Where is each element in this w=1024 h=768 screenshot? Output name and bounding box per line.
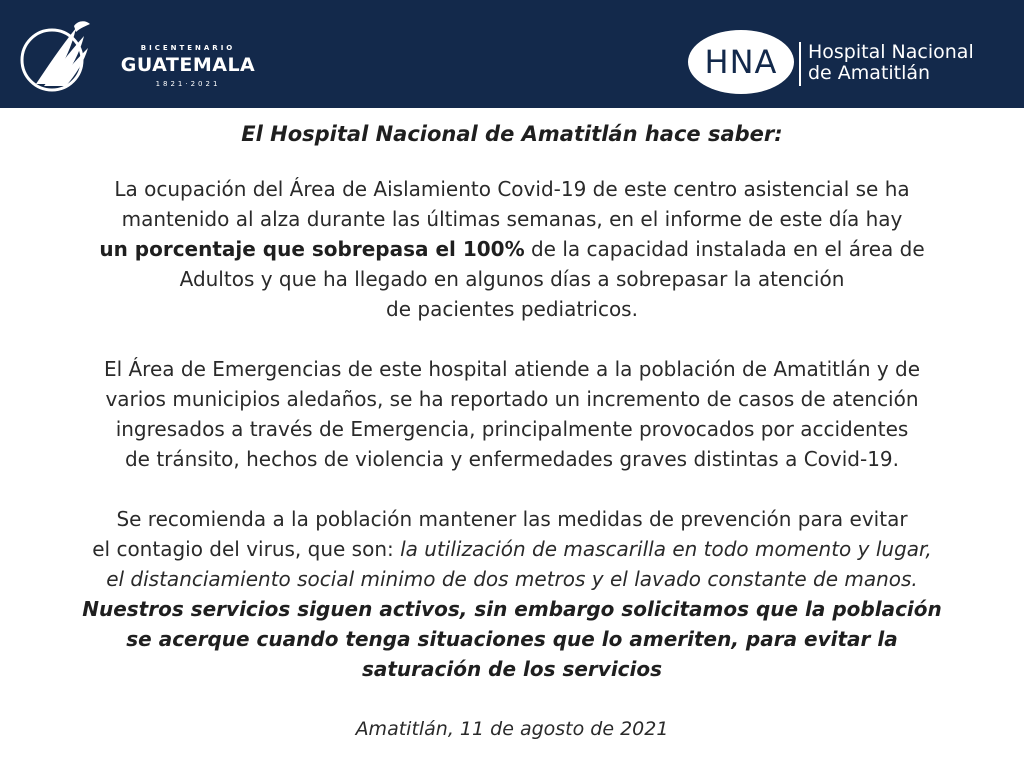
notice-date: Amatitlán, 11 de agosto de 2021 [355, 718, 669, 740]
text-line: de tránsito, hechos de violencia y enfermedades graves distintas a Covid-19. [124, 447, 900, 471]
paragraph-recommendations [0, 504, 1024, 684]
bicentenario-guatemala-logo [14, 18, 254, 94]
italic-text: la utilización de mascarilla en todo momento y lugar, [400, 537, 932, 561]
text-line: Adultos y que ha llegado en algunos días a sobrepasar la atención [179, 267, 845, 291]
bicentenario-label: BICENTENARIO [140, 44, 236, 52]
hna-logo-letters: HNA [704, 43, 778, 81]
years-label: 1821·2021 [155, 80, 221, 88]
text-line: ingresados a través de Emergencia, principalmente provocados por accidentes [115, 417, 909, 441]
text-line: mantenido al alza durante las últimas semanas, en el informe de este día hay [121, 207, 903, 231]
text-line: La ocupación del Área de Aislamiento Covid-19 de este centro asistencial se ha [114, 177, 910, 201]
text-line: de pacientes pediatricos. [386, 297, 638, 321]
header-banner [0, 0, 1024, 108]
logo-divider [799, 42, 801, 86]
text-line: se acerque cuando tenga situaciones que lo ameriten, para evitar la [126, 627, 898, 651]
emphasis-text: un porcentaje que sobrepasa el 100% [99, 237, 525, 261]
paragraph-occupancy [0, 174, 1024, 324]
hospital-name-line2: de Amatitlán [808, 62, 931, 84]
text-line: el distanciamiento social minimo de dos metros y el lavado constante de manos. [106, 567, 918, 591]
quetzal-icon [14, 18, 104, 94]
text-line: varios municipios aledaños, se ha reportado un incremento de casos de atención [105, 387, 919, 411]
text-line [0, 234, 1024, 264]
notice-title: El Hospital Nacional de Amatitlán hace saber: [241, 122, 783, 146]
text-line: Nuestros servicios siguen activos, sin embargo solicitamos que la población [82, 597, 942, 621]
text-line [0, 534, 1024, 564]
text-span: el contagio del virus, que son: [92, 537, 401, 561]
hospital-name-line1: Hospital Nacional [808, 41, 974, 63]
text-line: saturación de los servicios [361, 657, 663, 681]
guatemala-label: GUATEMALA [120, 54, 256, 76]
text-line: El Área de Emergencias de este hospital atiende a la población de Amatitlán y de [103, 357, 921, 381]
text-line: Se recomienda a la población mantener las medidas de prevención para evitar [116, 507, 908, 531]
text-span: de la capacidad instalada en el área de [524, 237, 925, 261]
paragraph-emergencies [0, 354, 1024, 474]
hospital-name [808, 42, 974, 84]
